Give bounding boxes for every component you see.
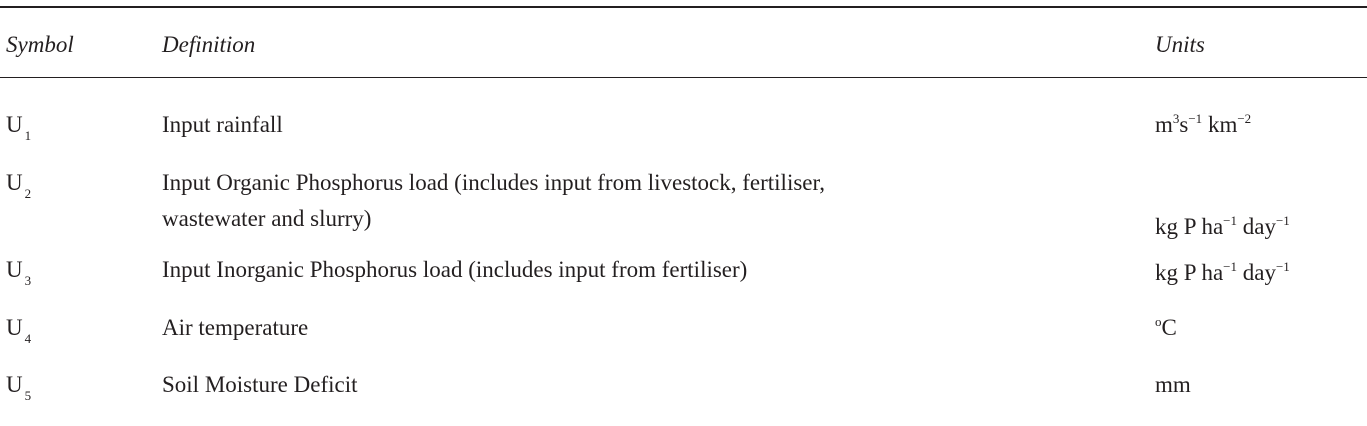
symbol-subscript: 5 bbox=[24, 388, 32, 403]
symbol-main: U bbox=[6, 315, 23, 340]
row-1-definition: Input rainfall bbox=[162, 112, 283, 137]
table-top-rule bbox=[0, 6, 1367, 8]
unit-part: kg P ha bbox=[1155, 214, 1224, 239]
unit-part: mm bbox=[1155, 372, 1191, 397]
row-1-units bbox=[1155, 111, 1251, 142]
symbol-subscript: 4 bbox=[24, 331, 32, 346]
header-units: Units bbox=[1155, 32, 1205, 57]
unit-superscript: o bbox=[1155, 314, 1162, 329]
symbol-main: U bbox=[6, 257, 23, 282]
table-header-rule bbox=[0, 77, 1367, 78]
row-2-symbol bbox=[6, 169, 31, 200]
row-3-units bbox=[1155, 259, 1290, 290]
symbol-main: U bbox=[6, 170, 23, 195]
header-symbol: Symbol bbox=[6, 32, 74, 57]
symbol-main: U bbox=[6, 372, 23, 397]
unit-superscript: −1 bbox=[1223, 213, 1237, 228]
symbol-subscript: 3 bbox=[24, 273, 32, 288]
row-5-symbol bbox=[6, 371, 31, 402]
unit-part: day bbox=[1237, 214, 1276, 239]
unit-part: s bbox=[1179, 112, 1189, 137]
unit-part: C bbox=[1161, 315, 1177, 340]
symbol-subscript: 1 bbox=[24, 128, 32, 143]
unit-superscript: −1 bbox=[1188, 111, 1203, 126]
unit-superscript: −1 bbox=[1275, 213, 1290, 228]
symbol-main: U bbox=[6, 112, 23, 137]
symbol-subscript: 2 bbox=[24, 186, 32, 201]
row-5-units bbox=[1155, 371, 1191, 399]
row-4-definition: Air temperature bbox=[162, 315, 309, 340]
row-3-symbol bbox=[6, 256, 31, 287]
row-3-definition: Input Inorganic Phosphorus load (includes input from fertiliser) bbox=[162, 257, 748, 282]
unit-superscript: −2 bbox=[1237, 111, 1252, 126]
row-5-definition: Soil Moisture Deficit bbox=[162, 372, 358, 397]
row-2-definition-line-1: Input Organic Phosphorus load (includes input from livestock, fertiliser, bbox=[162, 170, 825, 195]
row-4-symbol bbox=[6, 314, 31, 345]
unit-superscript: 3 bbox=[1172, 111, 1180, 126]
unit-part: km bbox=[1202, 112, 1238, 137]
unit-part: m bbox=[1155, 112, 1173, 137]
unit-superscript: −1 bbox=[1223, 259, 1237, 274]
header-definition: Definition bbox=[162, 32, 256, 57]
unit-part: day bbox=[1237, 260, 1276, 285]
unit-superscript: −1 bbox=[1275, 259, 1290, 274]
row-4-units bbox=[1155, 314, 1177, 345]
row-2-units bbox=[1155, 213, 1290, 244]
unit-part: kg P ha bbox=[1155, 260, 1224, 285]
row-1-symbol bbox=[6, 111, 31, 142]
row-2-definition-line-2: wastewater and slurry) bbox=[162, 206, 372, 231]
